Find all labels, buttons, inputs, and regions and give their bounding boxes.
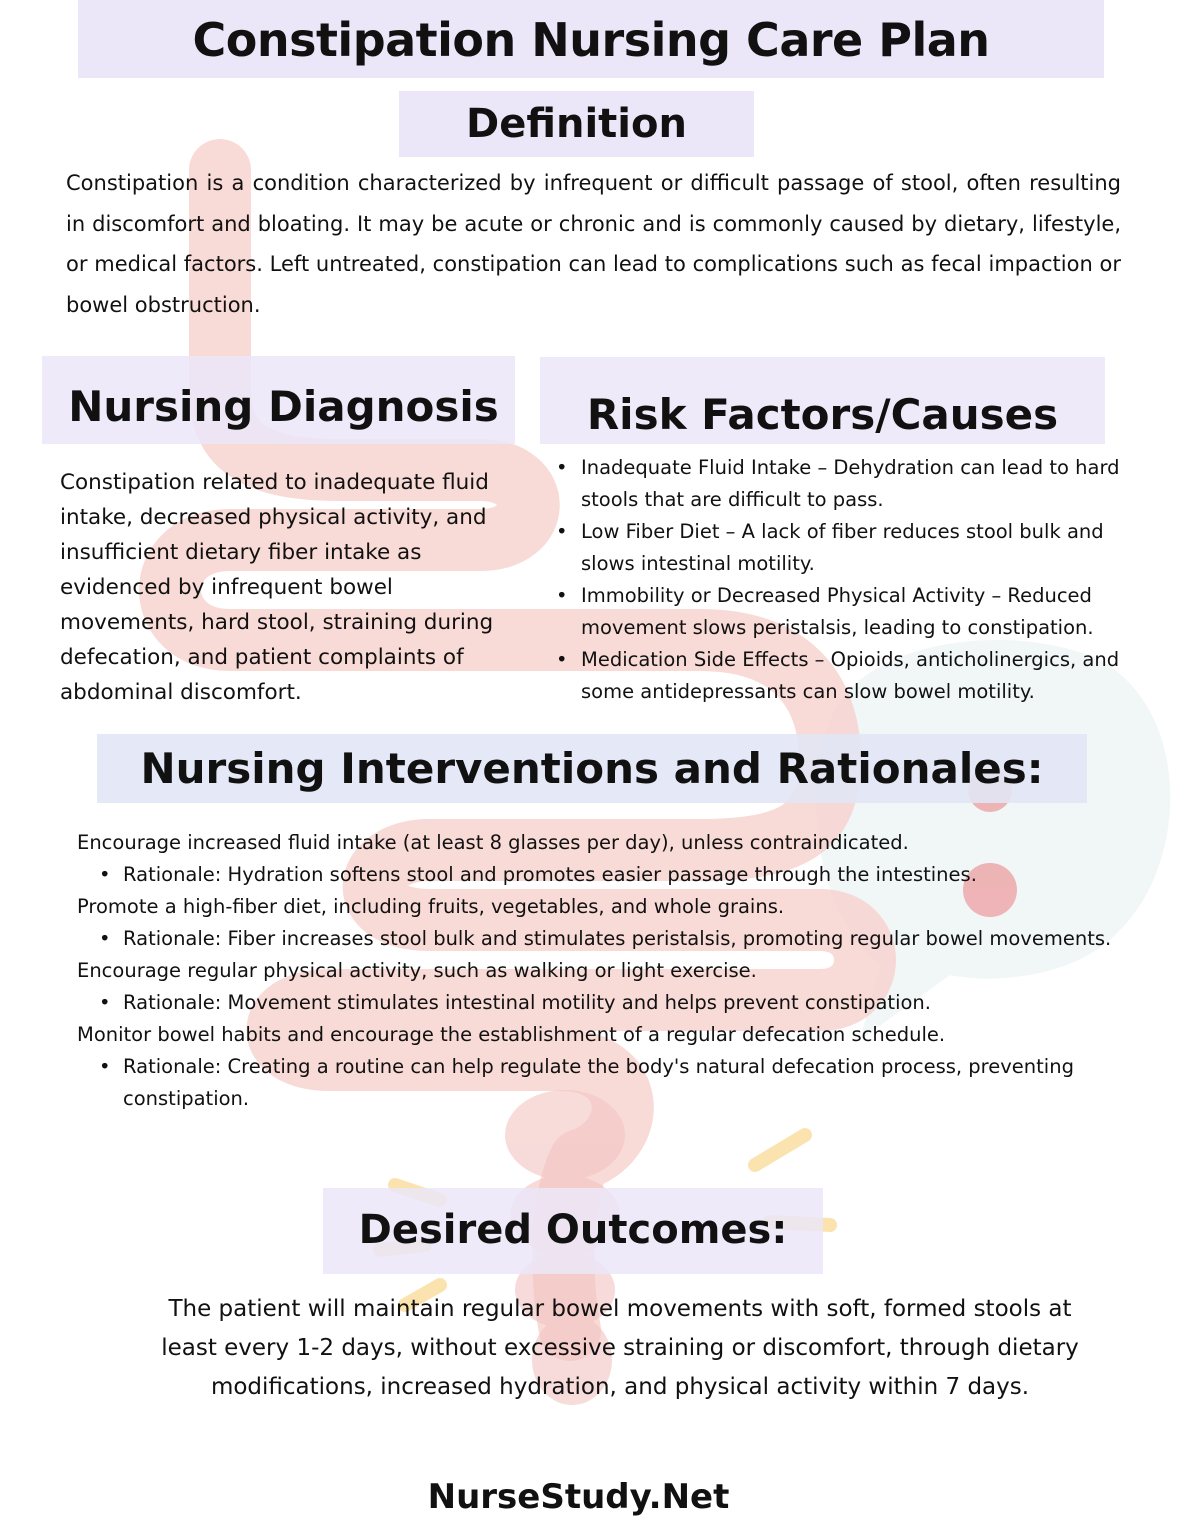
intervention-rationale: • Rationale: Movement stimulates intestinal motility and helps prevent constipation.	[77, 987, 1117, 1019]
intervention-rationale: • Rationale: Fiber increases stool bulk and stimulates peristalsis, promoting regular bowel movements.	[77, 923, 1117, 955]
risk-factor-item: • Immobility or Decreased Physical Activity – Reduced movement slows peristalsis, leading to constipation.	[556, 580, 1156, 644]
intervention-rationale: • Rationale: Hydration softens stool and promotes easier passage through the intestines.	[77, 859, 1117, 891]
diagnosis-heading: Nursing Diagnosis	[68, 382, 499, 431]
risk-factor-item: • Inadequate Fluid Intake – Dehydration can lead to hard stools that are difficult to pass.	[556, 452, 1156, 516]
diagnosis-text: Constipation related to inadequate fluid intake, decreased physical activity, and insufficient dietary fiber intake as evidenced by infrequent bowel movements, hard stool, straining during defecation, and patient complaints of abdominal discomfort.	[60, 470, 494, 705]
intervention-action: Monitor bowel habits and encourage the establishment of a regular defecation schedule.	[77, 1023, 946, 1046]
intervention-rationale: • Rationale: Creating a routine can help regulate the body's natural defecation process, preventing constipation.	[77, 1051, 1117, 1115]
interventions-heading: Nursing Interventions and Rationales:	[140, 744, 1044, 793]
risk-factors-list	[556, 452, 1156, 708]
intervention-action: Encourage regular physical activity, such as walking or light exercise.	[77, 959, 757, 982]
definition-text: Constipation is a condition characterized by infrequent or difficult passage of stool, often resulting in discomfort and bloating. It may be acute or chronic and is commonly caused by dietary, lifestyle, or medical factors. Left untreated, constipation can lead to complications such as fecal impaction or bowel obstruction.	[66, 171, 1121, 317]
risk-factor-item: • Low Fiber Diet – A lack of fiber reduces stool bulk and slows intestinal motility.	[556, 516, 1156, 580]
intervention-action: Encourage increased fluid intake (at least 8 glasses per day), unless contraindicated.	[77, 831, 909, 854]
intervention-action: Promote a high-fiber diet, including fruits, vegetables, and whole grains.	[77, 895, 785, 918]
definition-heading: Definition	[466, 101, 687, 147]
interventions-list	[77, 827, 1117, 1115]
outcomes-text: The patient will maintain regular bowel movements with soft, formed stools at least every 1-2 days, without excessive straining or discomfort, through dietary modifications, increased hydration, and physical activity within 7 days.	[161, 1296, 1079, 1400]
page-title: Constipation Nursing Care Plan	[192, 13, 990, 67]
risk-factor-item: • Medication Side Effects – Opioids, anticholinergics, and some antidepressants can slow bowel motility.	[556, 644, 1156, 708]
risk-factors-heading: Risk Factors/Causes	[586, 390, 1059, 439]
outcomes-heading: Desired Outcomes:	[358, 1207, 788, 1253]
footer-brand: NurseStudy.Net	[427, 1477, 730, 1517]
